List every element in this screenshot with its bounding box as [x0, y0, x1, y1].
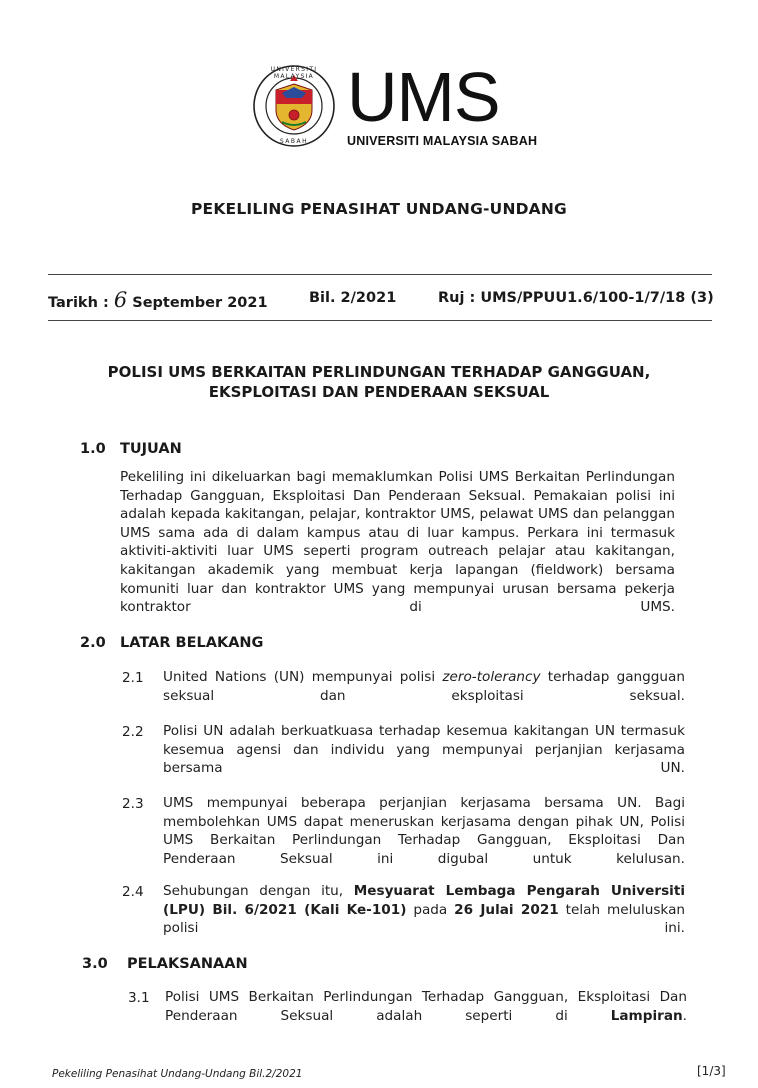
- para-2-3: UMS mempunyai beberapa perjanjian kerjasama bersama UN. Bagi membolehkan UMS dapat meneruskan kerjasama dengan pihak UN, Polisi UMS Berkaitan Perlindungan Terhadap Gangguan, Eksploitasi Dan Penderaan Seksual ini digubal untuk kelulusan.: [163, 795, 685, 867]
- para-2-4-text-a: Sehubungan dengan itu,: [163, 883, 354, 899]
- para-2-2-number: 2.2: [122, 724, 144, 740]
- top-rule: [48, 274, 712, 275]
- date-rest: September 2021: [132, 295, 268, 311]
- para-2-4: [163, 882, 685, 956]
- section-1-body: Pekeliling ini dikeluarkan bagi memaklumkan Polisi UMS Berkaitan Perlindungan Terhadap Gangguan, Eksploitasi Dan Penderaan Seksual. Pemakaian polisi ini adalah kepada kakitangan, pelajar, kontraktor UMS, pelawat UMS dan pelanggan UMS sama ada di dalam kampus atau di luar kampus. Perkara ini termasuk aktiviti-aktiviti luar UMS seperti program outreach pelajar atau kakitangan, kakitangan akademik yang membuat kerja lapangan (fieldwork) bersama komuniti luar dan kontraktor UMS yang mempunyai urusan bersama pekerja kontraktor di UMS.: [120, 469, 675, 616]
- para-2-3-number: 2.3: [122, 796, 144, 812]
- para-2-4-text-c: pada: [406, 901, 455, 918]
- para-2-1-emphasis: zero-tolerancy: [442, 669, 541, 685]
- footer-left: Pekeliling Penasihat Undang-Undang Bil.2/2021: [52, 1068, 303, 1080]
- section-2-number: 2.0: [80, 635, 106, 651]
- para-3-1-number: 3.1: [128, 990, 150, 1006]
- para-3-1-text-a: Polisi UMS Berkaitan Perlindungan Terhadap Gangguan, Eksploitasi Dan Penderaan Seksual adalah seperti di: [165, 989, 687, 1024]
- section-1-heading: TUJUAN: [120, 441, 182, 457]
- para-2-4-bold-meeting: Mesyuarat Lembaga Pengarah Universiti (LPU) Bil. 6/2021 (Kali Ke-101): [163, 883, 685, 918]
- date-day-handwritten: 6: [113, 288, 128, 312]
- para-3-1: [165, 988, 687, 1044]
- document-title: PEKELILING PENASIHAT UNDANG-UNDANG: [191, 200, 567, 218]
- para-3-1-text-c: .: [682, 1007, 687, 1024]
- page-number: [1/3]: [697, 1064, 726, 1078]
- para-2-2: Polisi UN adalah berkuatkuasa terhadap kesemua kakitangan UN termasuk kesemua agensi dan individu yang mempunyai perjanjian kerjasama bersama UN.: [163, 723, 685, 777]
- para-2-4-number: 2.4: [122, 884, 144, 900]
- para-2-1-number: 2.1: [122, 670, 144, 686]
- date-label: Tarikh :: [48, 295, 109, 311]
- section-3-heading: PELAKSANAAN: [127, 956, 248, 972]
- para-2-1: [163, 668, 685, 724]
- bil-number: Bil. 2/2021: [309, 290, 397, 306]
- para-2-4-text-d: telah meluluskan polisi ini.: [163, 901, 686, 937]
- seal-text-bottom: SABAH: [279, 138, 309, 145]
- logo-subtitle: UNIVERSITI MALAYSIA SABAH: [347, 134, 538, 148]
- para-2-1-text-b: terhadap gangguan seksual dan eksploitasi seksual.: [163, 669, 685, 704]
- subject-line-2: EKSPLOITASI DAN PENDERAAN SEKSUAL: [208, 383, 550, 401]
- para-3-1-bold-lampiran: Lampiran: [610, 1007, 683, 1024]
- subject-line-1: POLISI UMS BERKAITAN PERLINDUNGAN TERHADAP GANGGUAN,: [107, 363, 651, 381]
- section-1-number: 1.0: [80, 441, 106, 457]
- para-2-1-text-a: United Nations (UN) mempunyai polisi: [163, 669, 443, 685]
- logo-ums: UMS: [347, 58, 500, 136]
- section-3-number: 3.0: [82, 956, 108, 972]
- seal-text-top: UNIVERSITI MALAYSIA: [270, 66, 318, 80]
- para-2-4-bold-date: 26 Julai 2021: [454, 901, 559, 918]
- logo-wordmark: [347, 58, 538, 148]
- bottom-rule: [48, 320, 712, 321]
- reference-number: Ruj : UMS/PPUU1.6/100-1/7/18 (3): [438, 290, 714, 306]
- subject-heading: [0, 362, 758, 402]
- date-line: [48, 288, 268, 312]
- section-2-heading: LATAR BELAKANG: [120, 635, 264, 651]
